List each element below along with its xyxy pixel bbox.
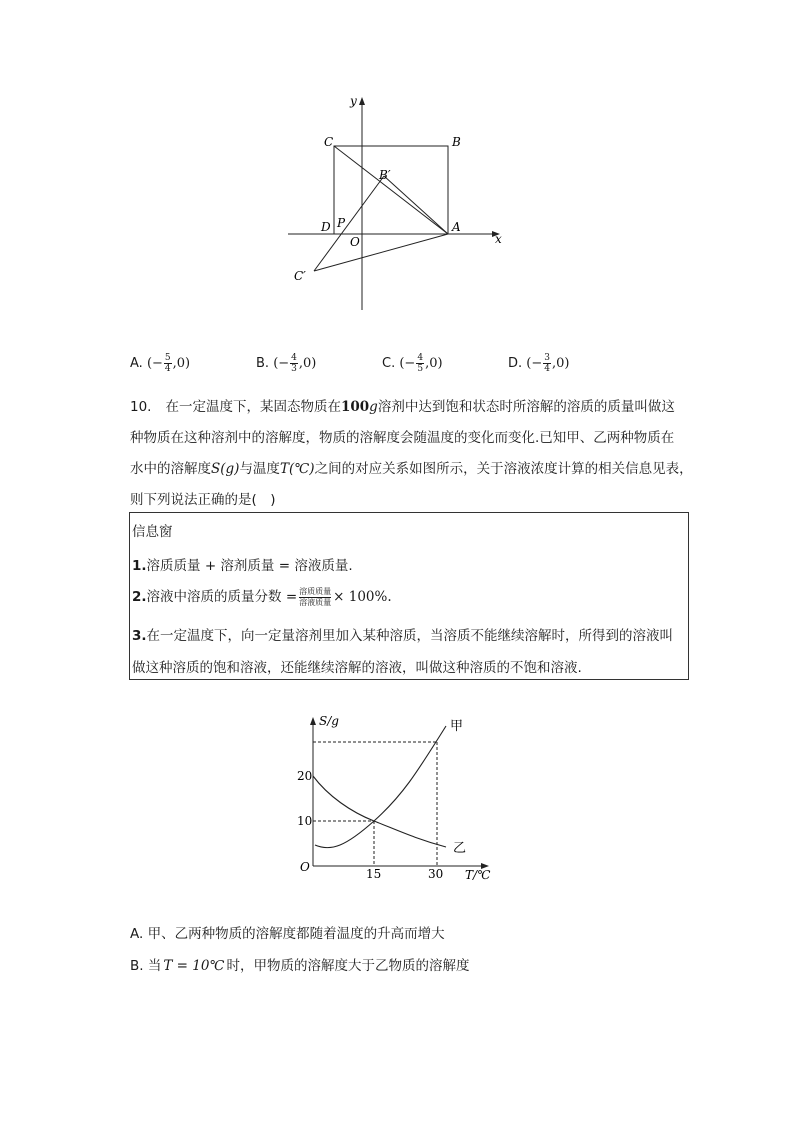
option-c-label: C.: [382, 356, 396, 371]
option-d-num: 3: [544, 353, 550, 363]
option-d-label: D.: [508, 356, 523, 371]
option-d-fraction: [543, 353, 551, 374]
option-d-open: (−: [526, 356, 543, 371]
question-line-2: 种物质在这种溶剂中的溶解度，物质的溶解度会随温度的变化而变化.已知甲、乙两种物质在: [130, 430, 675, 446]
option-a-open: (−: [146, 356, 163, 371]
solubility-svg: [296, 706, 506, 886]
question-10: [130, 392, 710, 516]
x-tick-30: 30: [428, 867, 444, 881]
question-line-3: [130, 454, 710, 485]
label-b-prime: B′: [379, 168, 391, 182]
s-axis-label: S/g: [319, 714, 339, 728]
info-fraction-den: 溶液质量: [299, 597, 332, 607]
option-b[interactable]: [256, 353, 316, 374]
solubility-graph: [296, 706, 506, 886]
question-line3-s: S(g): [211, 461, 240, 477]
question-unit: g: [369, 399, 378, 415]
question-line-4: 则下列说法正确的是( ): [130, 492, 276, 508]
series-label-yi: 乙: [453, 841, 467, 856]
info-item-3-cont: 做这种溶质的饱和溶液，还能继续溶解的溶液，叫做这种溶质的不饱和溶液.: [132, 660, 582, 676]
info-title: 信息窗: [132, 524, 173, 540]
question-line-1: [130, 392, 710, 423]
info-item-1-num: 1.: [132, 558, 147, 574]
info-item-2-percent: × 100%.: [333, 589, 392, 605]
option-a-label: A.: [130, 356, 143, 371]
label-c: C: [324, 135, 334, 149]
label-c-prime: C′: [294, 269, 306, 283]
option-c-den: 5: [417, 364, 424, 374]
option-c[interactable]: [382, 353, 443, 374]
option-b-close: ,0): [298, 356, 317, 371]
label-d: D: [321, 220, 331, 234]
option-b-label: B.: [256, 356, 270, 371]
segment-b-prime-a: [384, 176, 448, 234]
option-c-fraction: [416, 353, 424, 374]
option-b-fraction: [290, 353, 298, 374]
option-a[interactable]: [130, 353, 190, 374]
option-d[interactable]: [508, 353, 569, 374]
question-number: 10.: [130, 399, 152, 415]
answer-b[interactable]: [130, 954, 470, 974]
option-a-den: 4: [164, 364, 171, 374]
t-axis-label: T/℃: [465, 868, 491, 882]
info-item-1: [132, 554, 353, 574]
segment-ac-prime: [314, 234, 448, 271]
info-window: [129, 512, 689, 680]
y-axis-arrow: [359, 97, 365, 105]
label-o: O: [350, 235, 360, 249]
y-tick-10: 10: [297, 814, 313, 828]
answer-a[interactable]: A. 甲、乙两种物质的溶解度都随着温度的升高而增大: [130, 926, 445, 942]
info-fraction-num: 溶质质量: [299, 586, 332, 596]
origin-label: O: [300, 860, 310, 874]
option-c-close: ,0): [425, 356, 443, 371]
option-a-fraction: [164, 353, 172, 374]
y-tick-20: 20: [297, 769, 313, 783]
geometry-svg: [280, 88, 510, 318]
info-item-3-text: 在一定温度下，向一定量溶剂里加入某种溶质，当溶质不能继续溶解时，所得到的溶液叫: [146, 628, 674, 644]
question-line3-t: T(℃): [279, 461, 315, 477]
info-item-3-num: 3.: [132, 628, 147, 644]
curve-yi: [313, 776, 446, 847]
question-line3-a: 水中的溶解度: [130, 461, 211, 477]
label-y: y: [350, 94, 357, 108]
option-c-num: 4: [417, 353, 424, 363]
info-item-3: [132, 624, 673, 644]
option-d-close: ,0): [552, 356, 570, 371]
option-b-den: 3: [291, 364, 297, 374]
info-item-2-fraction: [299, 587, 331, 608]
label-a: A: [452, 220, 461, 234]
options-row: [130, 353, 690, 381]
label-b: B: [452, 135, 461, 149]
info-item-2-num: 2.: [132, 589, 147, 605]
info-item-2-text: 溶液中溶质的质量分数 =: [146, 589, 298, 605]
info-item-2: [132, 585, 392, 608]
info-item-1-text: 溶质质量 + 溶剂质量 = 溶液质量.: [146, 558, 353, 574]
question-amount: 100: [340, 399, 370, 415]
s-axis-arrow: [310, 717, 316, 725]
series-label-jia: 甲: [450, 719, 464, 734]
question-text: 在一定温度下，某固态物质在: [165, 399, 341, 415]
option-a-close: ,0): [172, 356, 191, 371]
answer-b-text: 时，甲物质的溶解度大于乙物质的溶解度: [226, 958, 470, 974]
option-a-num: 5: [164, 353, 171, 363]
geometry-figure: [280, 88, 510, 318]
answer-b-condition: T = 10℃: [163, 958, 225, 974]
label-x: x: [495, 232, 502, 246]
question-line3-e: 之间的对应关系如图所示，关于溶液浓度计算的相关信息见表，: [314, 461, 693, 477]
option-b-num: 4: [291, 353, 297, 363]
option-d-den: 4: [544, 364, 550, 374]
question-line3-c: 与温度: [239, 461, 280, 477]
answer-b-prefix: B. 当: [130, 958, 162, 974]
curve-jia: [315, 726, 446, 848]
option-b-open: (−: [273, 356, 290, 371]
x-tick-15: 15: [366, 867, 382, 881]
option-c-open: (−: [399, 356, 416, 371]
question-text-cont: 溶剂中达到饱和状态时所溶解的溶质的质量叫做这: [377, 399, 675, 415]
label-p: P: [337, 216, 346, 230]
